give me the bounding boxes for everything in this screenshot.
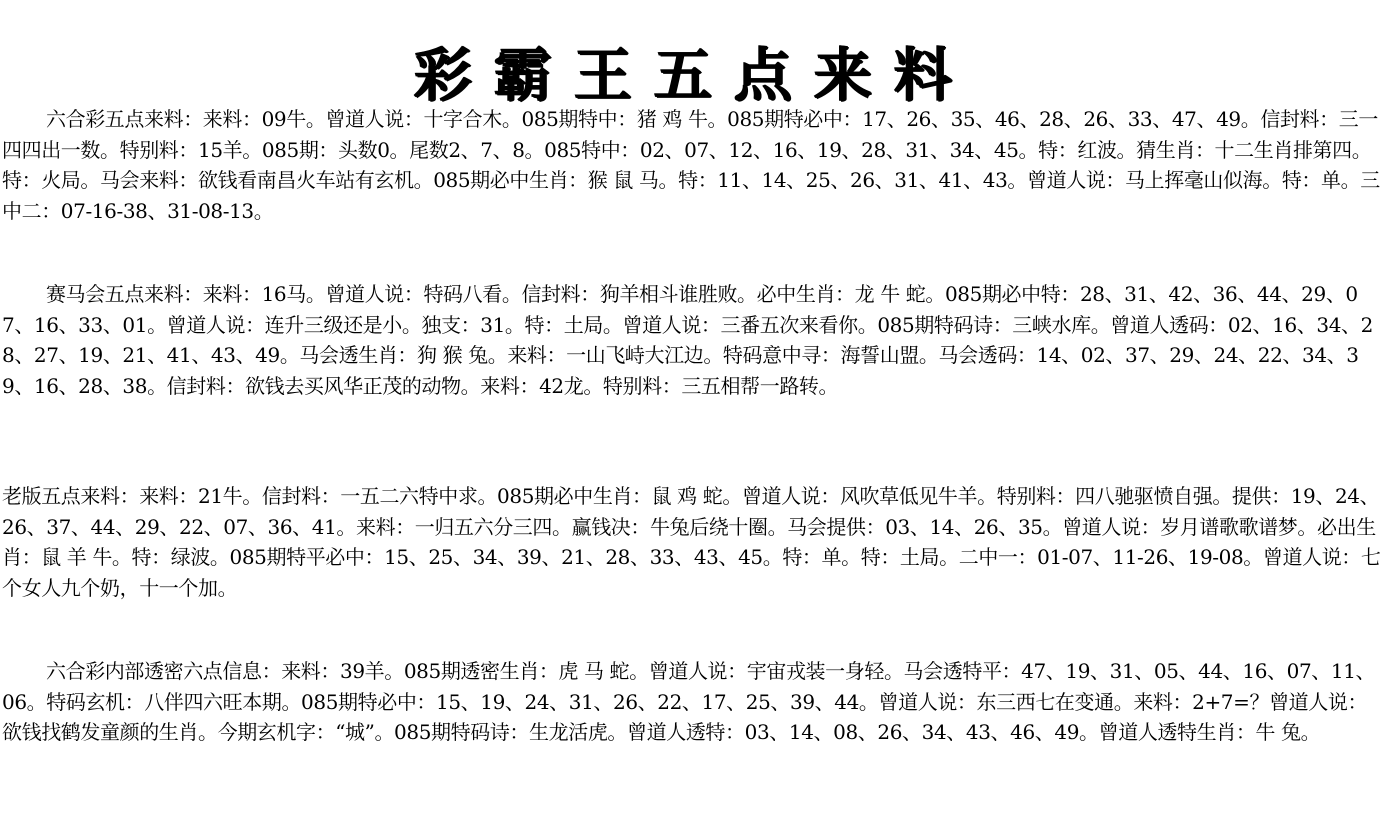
page-title: 彩霸王五点来料 [413, 41, 974, 109]
paragraph-liuhecai-five-point [2, 104, 1382, 226]
paragraph-internal-six-point [2, 656, 1382, 748]
paragraph-saimahui-five-point [2, 279, 1382, 401]
paragraph-laoban-five-point [2, 481, 1382, 603]
paragraph-text: 老版五点来料：来料：21牛。信封料：一五二六特中求。085期必中生肖：鼠 鸡 蛇。曾道人说：风吹草低见牛羊。特别料：四八驰驱愤自强。提供：19、24、26、37、44、29、22、07、36、41。来料：一归五六分三四。赢钱决：牛兔后绕十圈。马会提供：03、14、26、35。曾道人说：岁月谱歌歌谱梦。必出生肖：鼠 羊 牛。特：绿波。085期特平必中：15、25、34、39、21、28、33、43、45。特：单。特：土局。二中一：01-07、11-26、19-08。曾道人说：七个女人九个奶，十一个加。 [2, 484, 1381, 600]
paragraph-text: 赛马会五点来料：来料：16马。曾道人说：特码八看。信封料：狗羊相斗谁胜败。必中生肖：龙 牛 蛇。085期必中特：28、31、42、36、44、29、07、16、33、01。曾道人说：连升三级还是小。独支：31。特：土局。曾道人说：三番五次来看你。085期特码诗：三峡水库。曾道人透码：02、16、34、28、27、19、21、41、43、49。马会透生肖：狗 猴 兔。来料：一山飞峙大江边。特码意中寻：海誓山盟。马会透码：14、02、37、29、24、22、34、39、16、28、38。信封料：欲钱去买风华正茂的动物。来料：42龙。特别料：三五相帮一路转。 [2, 282, 1373, 398]
paragraph-text: 六合彩五点来料：来料：09牛。曾道人说：十字合木。085期特中：猪 鸡 牛。085期特必中：17、26、35、46、28、26、33、47、49。信封料：三一四四出一数。特别料：15羊。085期：头数0。尾数2、7、8。085特中：02、07、12、16、19、28、31、34、45。特：红波。猜生肖：十二生肖排第四。特：火局。马会来料：欲钱看南昌火车站有玄机。085期必中生肖：猴 鼠 马。特：11、14、25、26、31、41、43。曾道人说：马上挥毫山似海。特：单。三中二：07-16-38、31-08-13。 [2, 107, 1380, 223]
paragraph-text: 六合彩内部透密六点信息：来料：39羊。085期透密生肖：虎 马 蛇。曾道人说：宇宙戎装一身轻。马会透特平：47、19、31、05、44、16、07、11、06。特码玄机：八伴四六旺本期。085期特必中：15、19、24、31、26、22、17、25、39、44。曾道人说：东三西七在变通。来料：2+7=？曾道人说：欲钱找鹤发童颜的生肖。今期玄机字：“城”。085期特码诗：生龙活虎。曾道人透特：03、14、08、26、34、43、46、49。曾道人透特生肖：牛 兔。 [2, 659, 1376, 744]
